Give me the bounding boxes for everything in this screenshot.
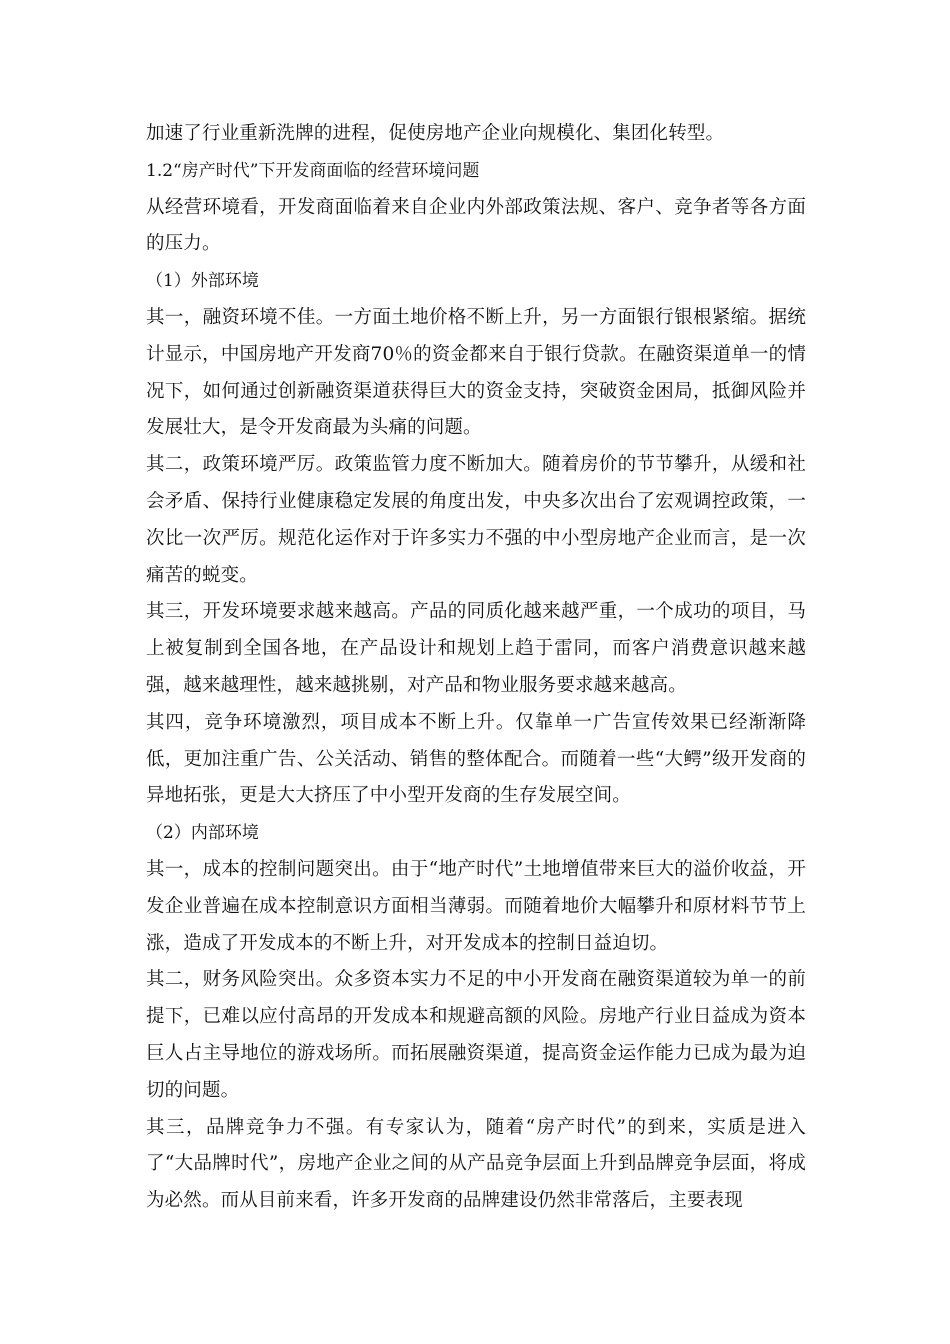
paragraph-intro-end: 加速了行业重新洗牌的进程，促使房地产企业向规模化、集团化转型。 <box>146 123 725 144</box>
section-heading: 1.2“房产时代”下开发商面临的经营环境问题 <box>146 160 480 181</box>
paragraph-overview: 从经营环境看，开发商面临着来自企业内外部政策法规、客户、竞争者等各方面的压力。 <box>146 196 806 255</box>
paragraph-external-3: 其三，开发环境要求越来越高。产品的同质化越来越严重，一个成功的项目，马上被复制到全国各地，在产品设计和规划上趋于雷同，而客户消费意识越来越强，越来越理性，越来越挑剔，对产品和物业服务要求越来越高。 <box>146 601 806 696</box>
paragraph-internal-2: 其二，财务风险突出。众多资本实力不足的中小开发商在融资渠道较为单一的前提下，已难以应付高昂的开发成本和规避高额的风险。房地产行业日益成为资本巨人占主导地位的游戏场所。而拓展融资渠道，提高资金运作能力已成为最为迫切的问题。 <box>146 969 806 1101</box>
document-body <box>146 116 806 1220</box>
paragraph-external-1: 其一，融资环境不佳。一方面土地价格不断上升，另一方面银行银根紧缩。据统计显示，中国房地产开发商70％的资金都来自于银行贷款。在融资渠道单一的情况下，如何通过创新融资渠道获得巨大的资金支持，突破资金困局，抵御风险并发展壮大，是令开发商最为头痛的问题。 <box>146 306 806 439</box>
paragraph-external-4: 其四，竞争环境激烈，项目成本不断上升。仅靠单一广告宣传效果已经渐渐降低，更加注重广告、公关活动、销售的整体配合。而随着一些“大鳄”级开发商的异地拓张，更是大大挤压了中小型开发商的生存发展空间。 <box>146 711 806 807</box>
paragraph-external-2: 其二，政策环境严厉。政策监管力度不断加大。随着房价的节节攀升，从缓和社会矛盾、保持行业健康稳定发展的角度出发，中央多次出台了宏观调控政策，一次比一次严厉。规范化运作对于许多实力不强的中小型房地产企业而言，是一次痛苦的蜕变。 <box>146 454 806 586</box>
paragraph-internal-1: 其一，成本的控制问题突出。由于“地产时代”土地增值带来巨大的溢价收益，开发企业普遍在成本控制意识方面相当薄弱。而随着地价大幅攀升和原材料节节上涨，造成了开发成本的不断上升，对开发成本的控制日益迫切。 <box>146 858 806 954</box>
subheading-internal: （2）内部环境 <box>146 823 259 844</box>
subheading-external: （1）外部环境 <box>146 271 259 292</box>
paragraph-internal-3: 其三，品牌竞争力不强。有专家认为，随着“房产时代”的到来，实质是进入了“大品牌时代”，房地产企业之间的从产品竞争层面上升到品牌竞争层面，将成为必然。而从目前来看，许多开发商的品牌建设仍然非常落后，主要表现 <box>146 1116 806 1212</box>
